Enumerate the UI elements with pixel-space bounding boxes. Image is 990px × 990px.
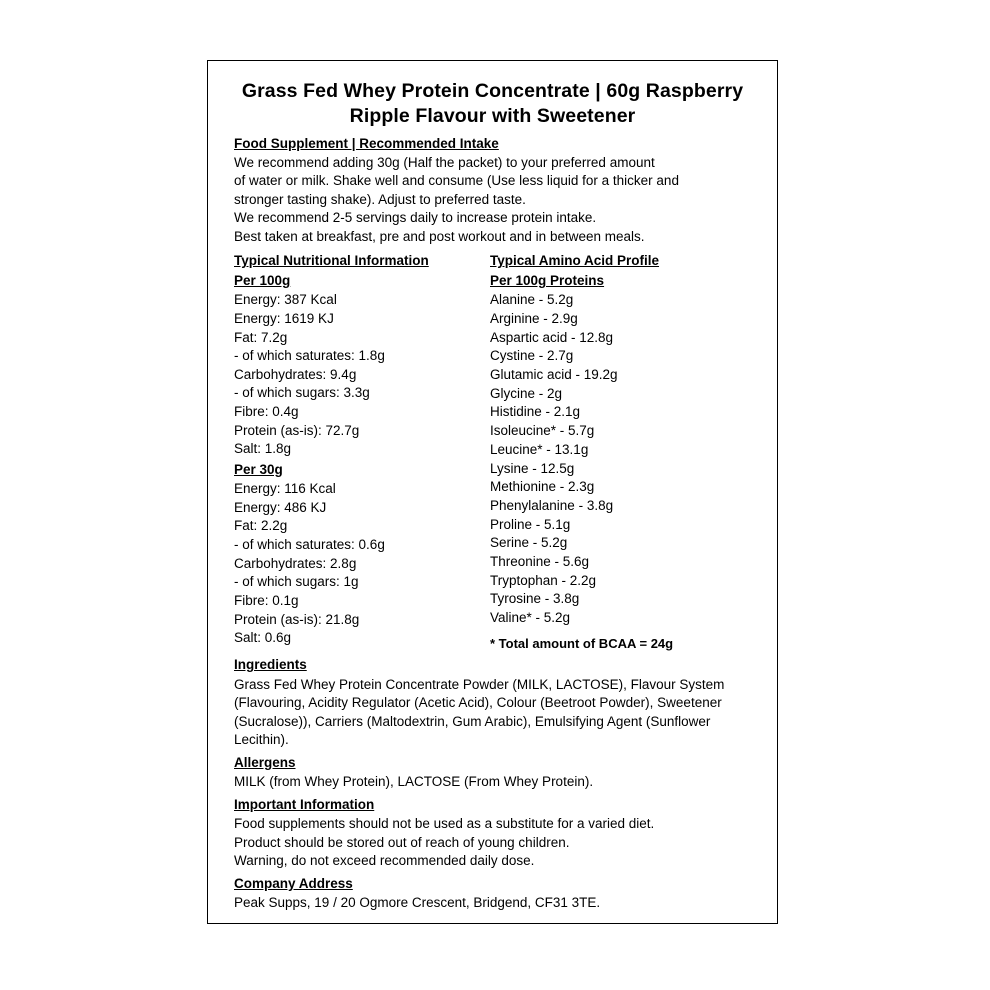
- amino-row: Glycine - 2g: [490, 385, 563, 401]
- nutrition-column: [230, 250, 482, 652]
- amino-row: Cystine - 2.7g: [490, 348, 574, 364]
- company-address-section: [230, 875, 755, 913]
- important-information-line: Product should be stored out of reach of young children.: [234, 834, 570, 850]
- amino-row: Lysine - 12.5g: [490, 460, 575, 476]
- important-information-section: [230, 796, 755, 871]
- nutrition-row: - of which saturates: 1.8g: [234, 348, 385, 364]
- company-address-heading: Company Address: [234, 875, 353, 891]
- ingredients-heading: Ingredients: [234, 657, 307, 673]
- nutrition-per30g-heading: Per 30g: [234, 461, 283, 477]
- amino-row: Serine - 5.2g: [490, 535, 568, 551]
- amino-row: Alanine - 5.2g: [490, 292, 574, 308]
- allergens-text: MILK (from Whey Protein), LACTOSE (From Whey Protein).: [234, 774, 594, 790]
- nutrition-row: Salt: 1.8g: [234, 441, 292, 457]
- amino-column: [482, 250, 755, 652]
- product-title: Grass Fed Whey Protein Concentrate | 60g Raspberry Ripple Flavour with Sweetener: [241, 80, 744, 127]
- important-information-heading: Important Information: [234, 796, 375, 812]
- intake-section: [230, 135, 755, 246]
- nutrition-row: Salt: 0.6g: [234, 630, 292, 646]
- nutrition-row: Carbohydrates: 2.8g: [234, 555, 357, 571]
- nutrition-row: Carbohydrates: 9.4g: [234, 366, 357, 382]
- allergens-section: [230, 754, 755, 792]
- amino-row: Tyrosine - 3.8g: [490, 591, 580, 607]
- nutrition-row: Fat: 2.2g: [234, 518, 288, 534]
- nutrition-row: - of which sugars: 3.3g: [234, 385, 370, 401]
- amino-row: Histidine - 2.1g: [490, 404, 581, 420]
- important-information-line: Warning, do not exceed recommended daily dose.: [234, 853, 535, 869]
- nutrition-per100g-heading: Per 100g: [234, 273, 291, 289]
- amino-row: Arginine - 2.9g: [490, 311, 578, 327]
- intake-line: We recommend adding 30g (Half the packet) to your preferred amount: [234, 155, 655, 171]
- company-address-text: Peak Supps, 19 / 20 Ogmore Crescent, Bridgend, CF31 3TE.: [234, 895, 601, 911]
- intake-line: stronger tasting shake). Adjust to preferred taste.: [234, 191, 526, 207]
- amino-row: Methionine - 2.3g: [490, 479, 595, 495]
- nutrition-row: Energy: 387 Kcal: [234, 292, 337, 308]
- amino-row: Proline - 5.1g: [490, 516, 571, 532]
- intake-line: We recommend 2-5 servings daily to increase protein intake.: [234, 210, 597, 226]
- nutrition-heading: Typical Nutritional Information: [234, 252, 429, 268]
- amino-heading: Typical Amino Acid Profile: [490, 252, 660, 268]
- ingredients-text: Grass Fed Whey Protein Concentrate Powder (MILK, LACTOSE), Flavour System (Flavouring, Acidity Regulator (Acetic Acid), Colour (Beetroot Powder), Sweetener (Sucralose)), Carriers (Maltodextrin, Gum Arabic), Emulsifying Agent (Sunflower Lecithin).: [234, 676, 725, 748]
- intake-line: Best taken at breakfast, pre and post workout and in between meals.: [234, 228, 645, 244]
- bcaa-note: * Total amount of BCAA = 24g: [490, 635, 674, 651]
- ingredients-section: [230, 656, 755, 750]
- amino-row: Tryptophan - 2.2g: [490, 572, 597, 588]
- amino-row: Leucine* - 13.1g: [490, 441, 589, 457]
- nutrition-row: - of which sugars: 1g: [234, 574, 359, 590]
- intake-line: of water or milk. Shake well and consume (Use less liquid for a thicker and: [234, 173, 679, 189]
- nutrition-row: - of which saturates: 0.6g: [234, 537, 385, 553]
- amino-row: Phenylalanine - 3.8g: [490, 497, 614, 513]
- amino-sub-heading: Per 100g Proteins: [490, 273, 605, 289]
- nutrition-row: Fibre: 0.1g: [234, 592, 299, 608]
- allergens-heading: Allergens: [234, 755, 296, 770]
- amino-row: Glutamic acid - 19.2g: [490, 367, 618, 383]
- amino-row: Threonine - 5.6g: [490, 553, 590, 569]
- amino-row: Aspartic acid - 12.8g: [490, 329, 614, 345]
- intake-heading: Food Supplement | Recommended Intake: [234, 135, 499, 151]
- nutrition-row: Energy: 486 KJ: [234, 499, 327, 515]
- important-information-line: Food supplements should not be used as a substitute for a varied diet.: [234, 816, 655, 832]
- nutrition-amino-columns: [230, 250, 755, 652]
- product-label-panel: [207, 60, 778, 924]
- amino-row: Isoleucine* - 5.7g: [490, 423, 595, 439]
- nutrition-row: Energy: 116 Kcal: [234, 481, 336, 497]
- nutrition-row: Fat: 7.2g: [234, 329, 288, 345]
- nutrition-row: Fibre: 0.4g: [234, 404, 299, 420]
- nutrition-row: Energy: 1619 KJ: [234, 310, 334, 326]
- nutrition-row: Protein (as-is): 72.7g: [234, 422, 360, 438]
- amino-row: Valine* - 5.2g: [490, 610, 571, 626]
- nutrition-row: Protein (as-is): 21.8g: [234, 611, 360, 627]
